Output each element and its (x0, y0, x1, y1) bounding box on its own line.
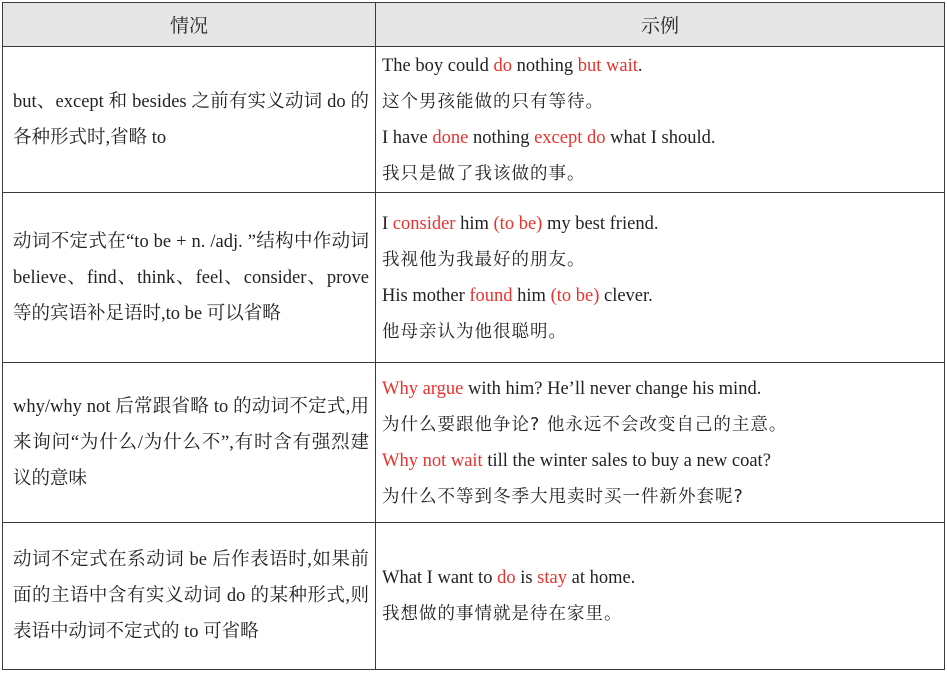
table-header-row (3, 3, 945, 47)
example-text: my best friend. (542, 213, 659, 234)
table-row (3, 47, 945, 193)
example-text: I (382, 213, 393, 234)
highlighted-text: do (493, 55, 512, 76)
example-line (382, 156, 936, 192)
example-text: What I want to (382, 568, 498, 588)
example-text: His mother (382, 285, 470, 306)
situation-cell: 动词不定式在系动词 be 后作表语时,如果前面的主语中含有实义动词 do 的某种形式,则表语中动词不定式的 to 可省略 (3, 523, 376, 670)
example-text: him (455, 213, 494, 234)
example-line (382, 48, 936, 84)
example-text: him (512, 285, 551, 306)
example-line (382, 479, 936, 515)
situation-cell: 动词不定式在“to be + n. /adj. ”结构中作动词 believe、find、think、feel、consider、prove 等的宾语补足语时,to be 可以省略 (3, 193, 376, 363)
highlighted-text: stay (537, 568, 567, 588)
situation-cell: why/why not 后常跟省略 to 的动词不定式,用来询问“为什么/为什么不”,有时含有强烈建议的意味 (3, 363, 376, 523)
example-text: clever. (599, 285, 653, 306)
example-cell (376, 523, 945, 670)
example-text: nothing (468, 127, 535, 148)
highlighted-text: done (432, 127, 469, 148)
example-text: The boy could (382, 55, 494, 76)
example-text: with him? He’ll never change his mind. (463, 378, 762, 399)
example-line (382, 84, 936, 120)
example-text: 我想做的事情就是待在家里。 (382, 604, 623, 624)
header-example: 示例 (376, 3, 945, 47)
highlighted-text: except do (534, 127, 606, 148)
example-text: I have (382, 127, 433, 148)
highlighted-text: found (469, 285, 513, 306)
example-line (382, 596, 936, 632)
highlighted-text: (to be) (550, 285, 600, 306)
example-text: 他母亲认为他很聪明。 (382, 321, 567, 342)
highlighted-text: do (497, 568, 516, 588)
grammar-table-container (2, 2, 944, 669)
example-text: 为什么不等到冬季大甩卖时买一件新外套呢? (382, 486, 744, 507)
example-text: till the winter sales to buy a new coat? (482, 450, 771, 471)
example-line (382, 206, 936, 242)
highlighted-text: consider (392, 213, 456, 234)
example-text: at home. (566, 568, 636, 588)
example-line (382, 407, 936, 443)
example-text: 我视他为我最好的朋友。 (382, 249, 586, 270)
highlighted-text: (to be) (493, 213, 543, 234)
example-text: 这个男孩能做的只有等待。 (382, 91, 604, 112)
example-line (382, 371, 936, 407)
example-text: is (515, 568, 538, 588)
header-situation: 情况 (3, 3, 376, 47)
example-line (382, 314, 936, 350)
table-row (3, 193, 945, 363)
example-text: 我只是做了我该做的事。 (382, 163, 586, 184)
example-text: nothing (512, 55, 578, 76)
example-line (382, 443, 936, 479)
example-cell (376, 193, 945, 363)
example-text: . (637, 55, 643, 76)
example-line (382, 242, 936, 278)
example-cell (376, 47, 945, 193)
grammar-table (2, 2, 945, 670)
example-line (382, 560, 936, 596)
table-row (3, 523, 945, 670)
highlighted-text: Why not wait (382, 450, 483, 471)
example-line (382, 120, 936, 156)
example-line (382, 278, 936, 314)
table-row (3, 363, 945, 523)
example-cell (376, 363, 945, 523)
highlighted-text: Why argue (382, 378, 464, 399)
example-text: what I should. (605, 127, 716, 148)
situation-cell: but、except 和 besides 之前有实义动词 do 的各种形式时,省略 to (3, 47, 376, 193)
example-text: 为什么要跟他争论? 他永远不会改变自己的主意。 (382, 414, 788, 435)
highlighted-text: but wait (577, 55, 638, 76)
